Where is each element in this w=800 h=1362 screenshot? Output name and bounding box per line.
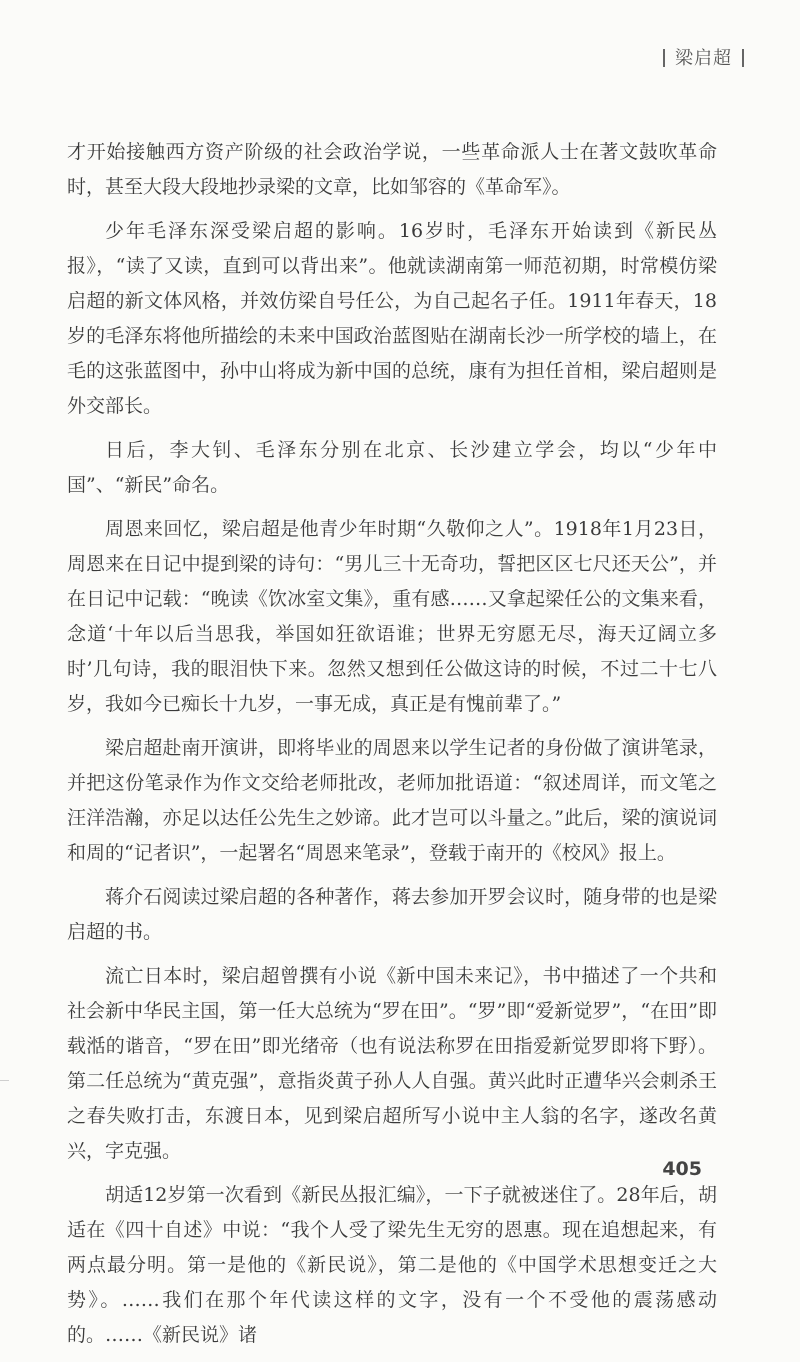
margin-mark <box>0 1080 9 1081</box>
running-header <box>653 44 754 70</box>
paragraph-8: 胡适12岁第一次看到《新民丛报汇编》，一下子就被迷住了。28年后，胡适在《四十自述》中说：“我个人受了梁先生无穷的恩惠。现在追想起来，有两点最分明。第一是他的《新民说》，第二是他的《中国学术思想变迁之大势》。……我们在那个年代读这样的文字，没有一个不受他的震荡感动的。……《新民说》诸 <box>67 1184 717 1346</box>
paragraph-3: 日后，李大钊、毛泽东分别在北京、长沙建立学会，均以“少年中国”、“新民”命名。 <box>67 439 717 496</box>
paragraph-4: 周恩来回忆，梁启超是他青少年时期“久敬仰之人”。1918年1月23日，周恩来在日记中提到梁的诗句：“男儿三十无奇功，誓把区区七尺还天公”，并在日记中记载：“晚读《饮冰室文集》，重有感……又拿起梁任公的文集来看，念道‘十年以后当思我，举国如狂欲语谁；世界无穷愿无尽，海天辽阔立多时’几句诗，我的眼泪快下来。忽然又想到任公做这诗的时候，不过二十七八岁，我如今已痴长十九岁，一事无成，真正是有愧前辈了。” <box>67 518 717 715</box>
header-divider-right <box>742 49 744 67</box>
header-divider-left <box>663 49 665 67</box>
page-number: 405 <box>662 1158 702 1180</box>
paragraph-6: 蒋介石阅读过梁启超的各种著作，蒋去参加开罗会议时，随身带的也是梁启超的书。 <box>67 886 717 943</box>
header-title: 梁启超 <box>675 48 732 69</box>
paragraph-1: 才开始接触西方资产阶级的社会政治学说，一些革命派人士在著文鼓吹革命时，甚至大段大段地抄录梁的文章，比如邹容的《革命军》。 <box>67 141 717 198</box>
paragraph-2: 少年毛泽东深受梁启超的影响。16岁时，毛泽东开始读到《新民丛报》，“读了又读，直到可以背出来”。他就读湖南第一师范初期，时常模仿梁启超的新文体风格，并效仿梁自号任公，为自己起名子任。1911年春天，18岁的毛泽东将他所描绘的未来中国政治蓝图贴在湖南长沙一所学校的墙上，在毛的这张蓝图中，孙中山将成为新中国的总统，康有为担任首相，梁启超则是外交部长。 <box>67 220 717 417</box>
body-text <box>67 135 717 1362</box>
paragraph-5: 梁启超赴南开演讲，即将毕业的周恩来以学生记者的身份做了演讲笔录，并把这份笔录作为作文交给老师批改，老师加批语道：“叙述周详，而文笔之汪洋浩瀚，亦足以达任公先生之妙谛。此才岂可以斗量之。”此后，梁的演说词和周的“记者识”，一起署名“周恩来笔录”，登载于南开的《校风》报上。 <box>67 737 717 864</box>
paragraph-7: 流亡日本时，梁启超曾撰有小说《新中国未来记》，书中描述了一个共和社会新中华民主国，第一任大总统为“罗在田”。“罗”即“爱新觉罗”，“在田”即载湉的谐音，“罗在田”即光绪帝（也有说法称罗在田指爱新觉罗即将下野）。第二任总统为“黄克强”，意指炎黄子孙人人自强。黄兴此时正遭华兴会刺杀王之春失败打击，东渡日本，见到梁启超所写小说中主人翁的名字，遂改名黄兴，字克强。 <box>67 965 717 1162</box>
